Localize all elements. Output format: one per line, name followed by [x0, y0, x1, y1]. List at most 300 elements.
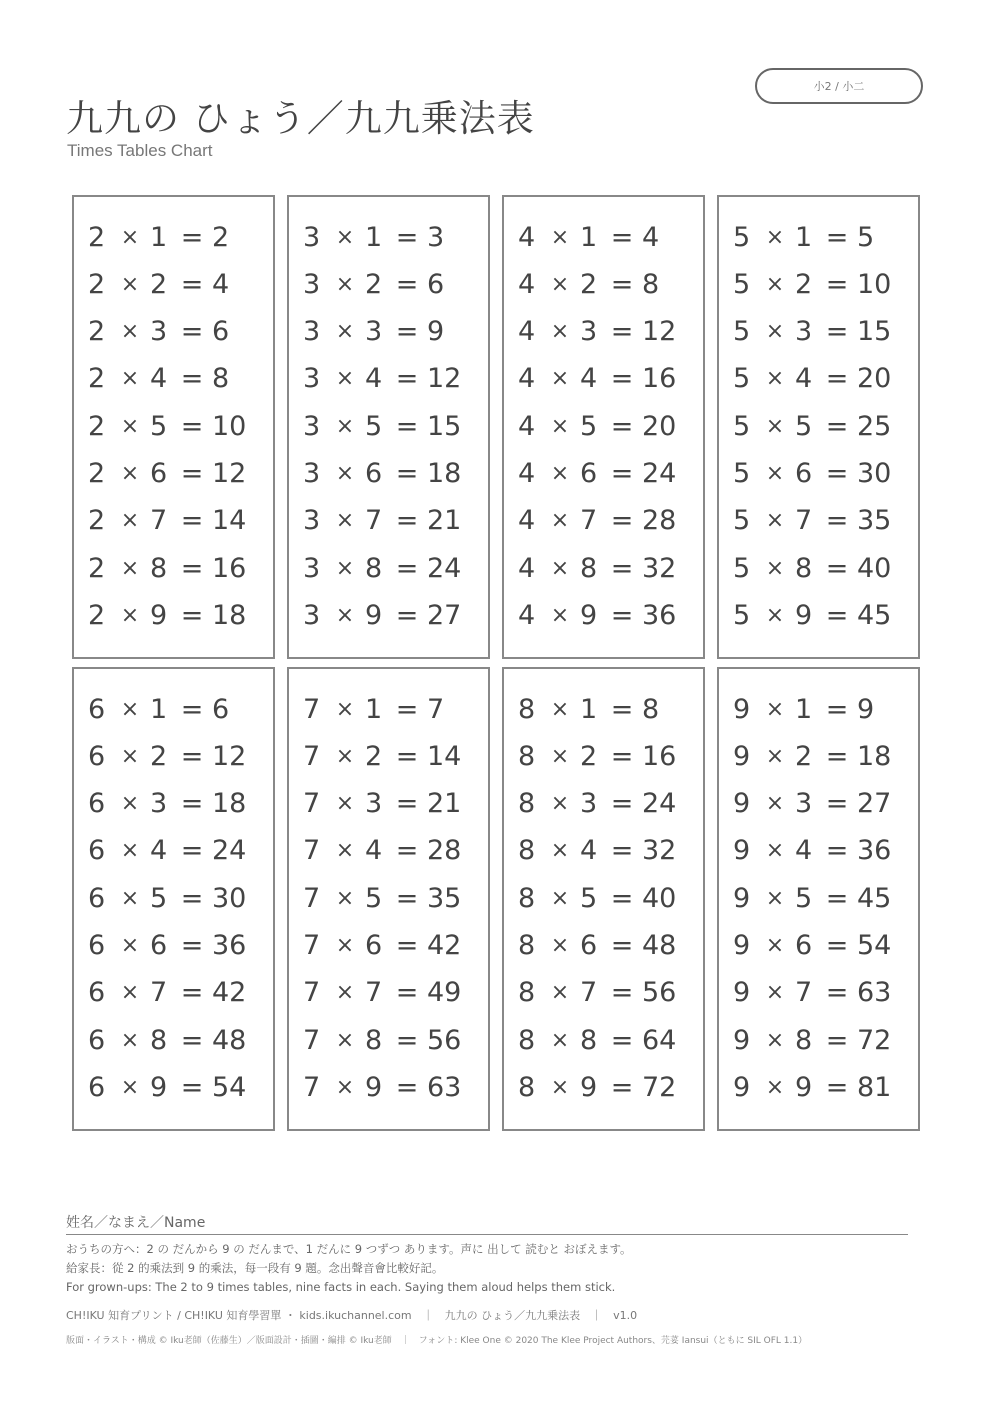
product: 7	[427, 693, 445, 725]
multiplier: 1	[365, 221, 383, 253]
equals-sign: =	[610, 835, 634, 867]
product: 30	[212, 882, 247, 914]
equals-sign: =	[610, 221, 634, 253]
equals-sign: =	[610, 316, 634, 348]
multiplication-fact	[518, 312, 702, 352]
multiplication-fact	[88, 454, 272, 494]
multiplication-fact	[88, 1020, 272, 1060]
equals-sign: =	[825, 221, 849, 253]
multiplication-fact	[733, 784, 917, 824]
equals-sign: =	[825, 268, 849, 300]
multiplier: 8	[795, 552, 813, 584]
times-sign: ×	[765, 933, 785, 958]
multiplicand: 9	[733, 930, 751, 961]
times-sign: ×	[550, 1027, 570, 1053]
product: 8	[212, 363, 230, 395]
multiplication-fact	[88, 831, 272, 871]
equals-sign: =	[395, 599, 419, 631]
times-sign: ×	[550, 1074, 570, 1100]
times-sign: ×	[335, 743, 355, 769]
multiplier: 6	[580, 458, 598, 489]
multiplication-fact	[733, 406, 917, 446]
times-sign: ×	[335, 696, 355, 722]
times-sign: ×	[335, 555, 355, 581]
equals-sign: =	[610, 788, 634, 820]
product: 8	[642, 268, 660, 300]
product: 5	[857, 221, 875, 253]
product: 12	[427, 363, 462, 395]
equals-sign: =	[395, 268, 419, 300]
multiplier: 4	[580, 363, 598, 395]
times-sign: ×	[335, 461, 355, 486]
times-sign: ×	[120, 791, 140, 817]
times-sign: ×	[550, 838, 570, 864]
multiplicand: 4	[518, 316, 536, 348]
multiplication-fact	[303, 217, 487, 257]
equals-sign: =	[610, 1071, 634, 1103]
product: 18	[427, 458, 462, 489]
times-sign: ×	[765, 1027, 785, 1053]
times-sign: ×	[765, 791, 785, 817]
product: 12	[212, 740, 247, 772]
equals-sign: =	[825, 930, 849, 961]
multiplicand: 9	[733, 1024, 751, 1056]
multiplication-fact	[88, 878, 272, 918]
multiplicand: 8	[518, 930, 536, 961]
multiplier: 4	[795, 835, 813, 867]
multiplicand: 2	[88, 363, 106, 395]
product: 45	[857, 599, 892, 631]
times-sign: ×	[550, 319, 570, 345]
equals-sign: =	[180, 599, 204, 631]
multiplier: 2	[580, 268, 598, 300]
multiplicand: 5	[733, 458, 751, 489]
multiplication-fact	[518, 595, 702, 635]
multiplicand: 3	[303, 505, 321, 537]
multiplication-fact	[88, 736, 272, 776]
product: 35	[427, 882, 462, 914]
equals-sign: =	[395, 930, 419, 961]
multiplier: 2	[795, 268, 813, 300]
times-sign: ×	[765, 413, 785, 439]
product: 20	[857, 363, 892, 395]
multiplication-fact	[88, 264, 272, 304]
product: 28	[642, 505, 677, 537]
multiplicand: 7	[303, 930, 321, 961]
multiplicand: 8	[518, 882, 536, 914]
product: 81	[857, 1071, 892, 1103]
times-sign: ×	[120, 885, 140, 911]
multiplicand: 5	[733, 316, 751, 348]
multiplicand: 4	[518, 221, 536, 253]
multiplicand: 2	[88, 316, 106, 348]
times-sign: ×	[335, 271, 355, 297]
times-sign: ×	[120, 602, 140, 628]
multiplication-fact	[88, 548, 272, 588]
product: 18	[212, 788, 247, 820]
multiplier: 6	[580, 930, 598, 961]
multiplication-fact	[518, 406, 702, 446]
equals-sign: =	[180, 316, 204, 348]
multiplier: 1	[795, 221, 813, 253]
multiplication-fact	[518, 784, 702, 824]
product: 21	[427, 505, 462, 537]
times-sign: ×	[120, 696, 140, 722]
multiplicand: 7	[303, 740, 321, 772]
equals-sign: =	[610, 363, 634, 395]
multiplicand: 5	[733, 552, 751, 584]
multiplicand: 9	[733, 693, 751, 725]
multiplication-fact	[518, 831, 702, 871]
multiplicand: 5	[733, 599, 751, 631]
times-sign: ×	[335, 508, 355, 534]
times-sign: ×	[765, 508, 785, 534]
multiplication-fact	[518, 973, 702, 1013]
multiplier: 8	[580, 552, 598, 584]
equals-sign: =	[180, 221, 204, 253]
product: 48	[642, 930, 677, 961]
multiplication-fact	[88, 689, 272, 729]
multiplier: 1	[150, 221, 168, 253]
product: 40	[857, 552, 892, 584]
multiplicand: 9	[733, 788, 751, 820]
times-sign: ×	[765, 1074, 785, 1100]
multiplicand: 8	[518, 788, 536, 820]
product: 42	[212, 977, 247, 1009]
multiplicand: 8	[518, 1071, 536, 1103]
multiplication-fact	[733, 548, 917, 588]
equals-sign: =	[610, 1024, 634, 1056]
multiplicand: 7	[303, 1071, 321, 1103]
product: 72	[642, 1071, 677, 1103]
multiplicand: 5	[733, 221, 751, 253]
product: 21	[427, 788, 462, 820]
grade-badge: 小2 / 小二	[755, 68, 923, 104]
multiplier: 7	[150, 505, 168, 537]
product: 18	[212, 599, 247, 631]
multiplication-fact	[733, 1020, 917, 1060]
multiplier: 7	[795, 505, 813, 537]
multiplication-fact	[303, 926, 487, 966]
multiplicand: 8	[518, 1024, 536, 1056]
multiplier: 4	[150, 835, 168, 867]
equals-sign: =	[180, 410, 204, 442]
multiplication-fact	[303, 454, 487, 494]
multiplier: 6	[795, 458, 813, 489]
multiplicand: 6	[88, 740, 106, 772]
times-sign: ×	[765, 319, 785, 345]
multiplicand: 4	[518, 505, 536, 537]
equals-sign: =	[610, 693, 634, 725]
product: 20	[642, 410, 677, 442]
product: 6	[212, 316, 230, 348]
multiplier: 1	[150, 693, 168, 725]
product: 4	[212, 268, 230, 300]
equals-sign: =	[825, 977, 849, 1009]
equals-sign: =	[395, 835, 419, 867]
multiplier: 2	[795, 740, 813, 772]
multiplicand: 7	[303, 1024, 321, 1056]
equals-sign: =	[395, 740, 419, 772]
times-sign: ×	[120, 1074, 140, 1100]
multiplicand: 6	[88, 693, 106, 725]
equals-sign: =	[395, 788, 419, 820]
equals-sign: =	[395, 552, 419, 584]
times-sign: ×	[550, 602, 570, 628]
multiplication-fact	[518, 264, 702, 304]
equals-sign: =	[395, 1024, 419, 1056]
multiplication-fact	[518, 359, 702, 399]
multiplier: 8	[365, 1024, 383, 1056]
equals-sign: =	[180, 977, 204, 1009]
multiplication-fact	[303, 831, 487, 871]
multiplicand: 9	[733, 882, 751, 914]
equals-sign: =	[825, 693, 849, 725]
multiplicand: 3	[303, 363, 321, 395]
times-sign: ×	[335, 602, 355, 628]
multiplicand: 7	[303, 882, 321, 914]
equals-sign: =	[395, 505, 419, 537]
times-sign: ×	[335, 224, 355, 250]
equals-sign: =	[180, 693, 204, 725]
times-sign: ×	[335, 838, 355, 864]
multiplicand: 5	[733, 505, 751, 537]
multiplication-fact	[733, 831, 917, 871]
product: 24	[642, 788, 677, 820]
parent-note-zh: 給家長：從 2 的乘法到 9 的乘法，每一段有 9 題。念出聲音會比較好記。	[66, 1261, 444, 1275]
times-sign: ×	[550, 461, 570, 486]
multiplication-fact	[88, 595, 272, 635]
multiplier: 3	[795, 788, 813, 820]
multiplicand: 3	[303, 410, 321, 442]
multiplicand: 2	[88, 268, 106, 300]
times-sign: ×	[550, 980, 570, 1006]
product: 54	[212, 1071, 247, 1103]
times-sign: ×	[550, 508, 570, 534]
multiplication-fact	[518, 1020, 702, 1060]
page-subtitle: Times Tables Chart	[67, 141, 213, 160]
multiplication-fact	[733, 878, 917, 918]
times-sign: ×	[120, 413, 140, 439]
multiplier: 5	[365, 882, 383, 914]
multiplier: 5	[150, 882, 168, 914]
product: 15	[427, 410, 462, 442]
equals-sign: =	[395, 458, 419, 489]
product: 63	[857, 977, 892, 1009]
multiplicand: 8	[518, 977, 536, 1009]
multiplication-fact	[303, 1067, 487, 1107]
multiplier: 3	[580, 316, 598, 348]
product: 16	[642, 363, 677, 395]
multiplication-fact	[518, 217, 702, 257]
equals-sign: =	[395, 363, 419, 395]
multiplier: 6	[150, 930, 168, 961]
multiplier: 7	[580, 505, 598, 537]
equals-sign: =	[610, 410, 634, 442]
times-sign: ×	[335, 933, 355, 958]
product: 10	[857, 268, 892, 300]
multiplicand: 8	[518, 693, 536, 725]
product: 9	[857, 693, 875, 725]
product: 6	[427, 268, 445, 300]
multiplicand: 4	[518, 599, 536, 631]
multiplier: 8	[795, 1024, 813, 1056]
multiplicand: 7	[303, 977, 321, 1009]
multiplicand: 3	[303, 316, 321, 348]
times-sign: ×	[550, 933, 570, 958]
multiplicand: 8	[518, 835, 536, 867]
multiplication-fact	[733, 926, 917, 966]
times-sign: ×	[550, 743, 570, 769]
multiplicand: 2	[88, 410, 106, 442]
times-sign: ×	[120, 224, 140, 250]
product: 16	[212, 552, 247, 584]
equals-sign: =	[610, 599, 634, 631]
product: 6	[212, 693, 230, 725]
name-field-label: 姓名／なまえ／Name	[66, 1212, 908, 1235]
page-title: 九九の ひょう／九九乗法表	[66, 97, 535, 140]
multiplication-fact	[88, 1067, 272, 1107]
multiplier: 8	[150, 1024, 168, 1056]
times-sign: ×	[335, 366, 355, 392]
product: 36	[642, 599, 677, 631]
equals-sign: =	[825, 458, 849, 489]
multiplication-fact	[733, 454, 917, 494]
equals-sign: =	[180, 882, 204, 914]
equals-sign: =	[610, 740, 634, 772]
times-sign: ×	[765, 743, 785, 769]
multiplier: 9	[580, 1071, 598, 1103]
multiplier: 9	[150, 599, 168, 631]
equals-sign: =	[180, 458, 204, 489]
multiplicand: 5	[733, 363, 751, 395]
multiplicand: 7	[303, 788, 321, 820]
equals-sign: =	[825, 788, 849, 820]
multiplicand: 8	[518, 740, 536, 772]
equals-sign: =	[610, 977, 634, 1009]
multiplication-fact	[303, 406, 487, 446]
product: 24	[642, 458, 677, 489]
equals-sign: =	[825, 740, 849, 772]
multiplier: 3	[365, 788, 383, 820]
license-line: 版面・イラスト・構成 © Iku老師（佐藤生）／版面設計・插圖・編排 © Iku老師 ｜ フォント: Klee One © 2020 The Klee Project Authors、芫荽 Iansui（ともに SIL OFL 1.1）	[66, 1336, 808, 1346]
product: 45	[857, 882, 892, 914]
multiplier: 3	[150, 788, 168, 820]
equals-sign: =	[180, 268, 204, 300]
times-sign: ×	[335, 1027, 355, 1053]
multiplication-fact	[88, 501, 272, 541]
multiplier: 9	[365, 1071, 383, 1103]
equals-sign: =	[180, 1071, 204, 1103]
multiplier: 1	[795, 693, 813, 725]
multiplier: 3	[365, 316, 383, 348]
multiplier: 2	[365, 268, 383, 300]
product: 54	[857, 930, 892, 961]
credit-line: CH!IKU 知育プリント / CH!IKU 知育學習單 ・ kids.ikuchannel.com ｜ 九九の ひょう／九九乗法表 ｜ v1.0	[66, 1309, 638, 1322]
multiplier: 8	[150, 552, 168, 584]
product: 24	[212, 835, 247, 867]
times-sign: ×	[335, 413, 355, 439]
multiplicand: 3	[303, 599, 321, 631]
times-table-5	[717, 195, 920, 659]
parent-note-en: For grown-ups: The 2 to 9 times tables, nine facts in each. Saying them aloud helps them stick.	[66, 1280, 616, 1294]
equals-sign: =	[610, 930, 634, 961]
multiplication-fact	[303, 501, 487, 541]
multiplier: 6	[150, 458, 168, 489]
multiplication-fact	[303, 973, 487, 1013]
product: 36	[212, 930, 247, 961]
multiplication-fact	[518, 454, 702, 494]
multiplicand: 9	[733, 740, 751, 772]
equals-sign: =	[825, 599, 849, 631]
multiplier: 4	[795, 363, 813, 395]
multiplier: 7	[150, 977, 168, 1009]
multiplicand: 6	[88, 1071, 106, 1103]
times-sign: ×	[765, 461, 785, 486]
multiplier: 4	[150, 363, 168, 395]
times-sign: ×	[120, 555, 140, 581]
multiplication-fact	[518, 1067, 702, 1107]
multiplier: 3	[150, 316, 168, 348]
times-sign: ×	[765, 838, 785, 864]
equals-sign: =	[825, 505, 849, 537]
multiplier: 8	[580, 1024, 598, 1056]
multiplication-fact	[303, 548, 487, 588]
product: 63	[427, 1071, 462, 1103]
multiplication-fact	[733, 689, 917, 729]
multiplication-fact	[518, 736, 702, 776]
multiplier: 9	[580, 599, 598, 631]
equals-sign: =	[395, 882, 419, 914]
product: 32	[642, 835, 677, 867]
product: 40	[642, 882, 677, 914]
product: 72	[857, 1024, 892, 1056]
equals-sign: =	[180, 788, 204, 820]
multiplication-fact	[518, 501, 702, 541]
times-sign: ×	[765, 980, 785, 1006]
multiplicand: 9	[733, 835, 751, 867]
product: 8	[642, 693, 660, 725]
multiplier: 7	[795, 977, 813, 1009]
multiplicand: 4	[518, 410, 536, 442]
product: 27	[427, 599, 462, 631]
times-table-6	[72, 667, 275, 1131]
product: 9	[427, 316, 445, 348]
multiplier: 2	[150, 268, 168, 300]
multiplicand: 6	[88, 977, 106, 1009]
multiplicand: 6	[88, 882, 106, 914]
equals-sign: =	[395, 977, 419, 1009]
times-sign: ×	[335, 980, 355, 1006]
times-sign: ×	[765, 271, 785, 297]
multiplier: 9	[365, 599, 383, 631]
times-table-3	[287, 195, 490, 659]
equals-sign: =	[180, 740, 204, 772]
multiplication-fact	[303, 784, 487, 824]
product: 49	[427, 977, 462, 1009]
equals-sign: =	[610, 882, 634, 914]
multiplier: 2	[365, 740, 383, 772]
times-table-8	[502, 667, 705, 1131]
multiplication-fact	[733, 1067, 917, 1107]
times-sign: ×	[335, 319, 355, 345]
equals-sign: =	[180, 1024, 204, 1056]
multiplicand: 7	[303, 693, 321, 725]
product: 64	[642, 1024, 677, 1056]
product: 56	[642, 977, 677, 1009]
multiplier: 9	[795, 599, 813, 631]
product: 15	[857, 316, 892, 348]
